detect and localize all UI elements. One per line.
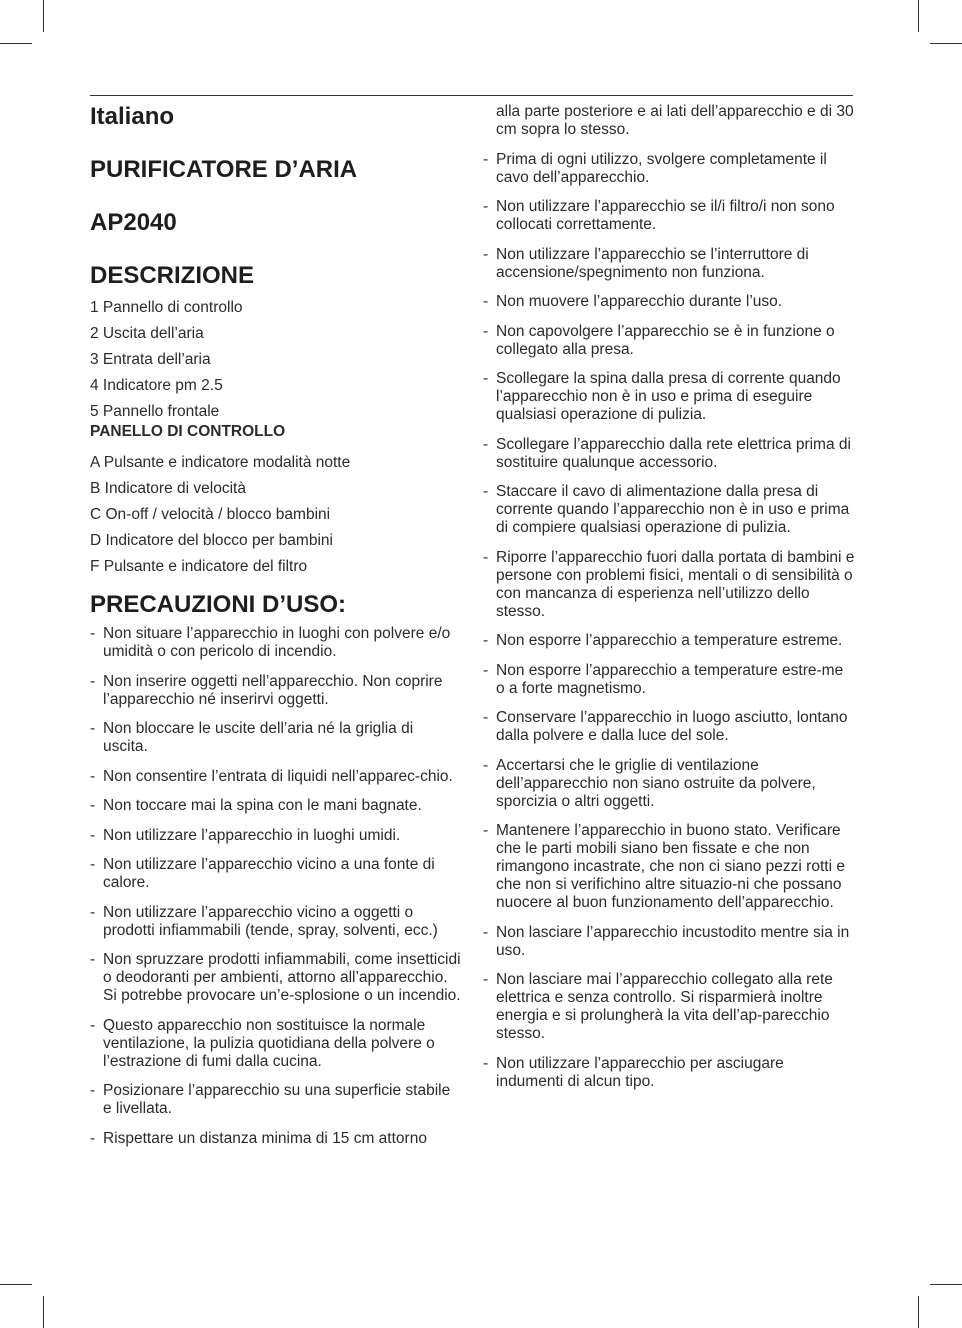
crop-mark	[930, 43, 962, 44]
precaution-item: - Non utilizzare l’apparecchio se il/i filtro/i non sono collocati correttamente.	[483, 198, 835, 233]
description-item: 5 Pannello frontale	[90, 402, 220, 420]
model-number: AP2040	[90, 209, 177, 236]
precaution-item: - Rispettare un distanza minima di 15 cm attorno	[90, 1129, 427, 1147]
control-panel-item: B Indicatore di velocità	[90, 480, 246, 498]
precaution-item: - Questo apparecchio non sostituisce la normale ventilazione, la pulizia quotidiana della polvere o l’estrazione di fumi dalla cucina.	[90, 1016, 435, 1070]
control-panel-item: F Pulsante e indicatore del filtro	[90, 558, 308, 576]
crop-mark	[930, 1284, 962, 1285]
precaution-item: - Non spruzzare prodotti infiammabili, come insetticidi o deodoranti per ambienti, attorno all’apparecchio. Si potrebbe provocare un’e-splosione o un incendio.	[90, 951, 461, 1005]
control-panel-heading: PANELLO DI CONTROLLO	[90, 423, 286, 441]
precaution-item: - Non esporre l’apparecchio a temperature estreme.	[483, 632, 843, 649]
precaution-item: - Non utilizzare l’apparecchio per asciugare indumenti di alcun tipo.	[483, 1054, 784, 1090]
precaution-item: - Non consentire l’entrata di liquidi nell’apparec-chio.	[90, 767, 453, 785]
precautions-list-left	[90, 625, 462, 1148]
precaution-item: - Non lasciare l’apparecchio incustodito mentre sia in uso.	[483, 923, 850, 959]
crop-mark	[0, 1284, 32, 1285]
control-panel-item: C On-off / velocità / blocco bambini	[90, 506, 331, 524]
header-rule	[90, 95, 853, 96]
precautions-list-right	[483, 151, 855, 1091]
control-panel-item: D Indicatore del blocco per bambini	[90, 532, 333, 550]
precaution-item: - Posizionare l’apparecchio su una superficie stabile e livellata.	[90, 1082, 451, 1118]
crop-mark	[918, 0, 919, 32]
language-heading: Italiano	[90, 103, 175, 130]
product-title: PURIFICATORE D’ARIA	[90, 156, 358, 183]
precaution-item: - Non utilizzare l’apparecchio se l’interruttore di accensione/spegnimento non funziona.	[483, 245, 809, 281]
precaution-item: - Non utilizzare l’apparecchio in luoghi umidi.	[90, 826, 401, 844]
precaution-item: - Non utilizzare l’apparecchio vicino a oggetti o prodotti infiammabili (tende, spray, solventi, ecc.)	[90, 903, 438, 939]
precaution-item: - Scollegare l’apparecchio dalla rete elettrica prima di sostituire qualunque accessorio.	[483, 435, 851, 471]
precaution-item: - Non lasciare mai l’apparecchio collegato alla rete elettrica e senza controllo. Si risparmierà inoltre energia e si prolungherà la vita dell’ap-parecchio stesso.	[483, 971, 833, 1042]
precautions-heading: PRECAUZIONI D’USO:	[90, 591, 347, 619]
precaution-item: - Mantenere l’apparecchio in buono stato. Verificare che le parti mobili siano ben fissate e che non rimangono incastrate, che non ci siano pezzi rotti e che non si verifichino altre situazio-ni che possano nuocere al buon funzionamento dell’apparecchio.	[483, 822, 845, 911]
precaution-continuation: alla parte posteriore e ai lati dell’apparecchio e di 30 cm sopra lo stesso.	[496, 103, 854, 138]
crop-mark	[43, 1296, 44, 1328]
precaution-item: - Riporre l’apparecchio fuori dalla portata di bambini e persone con problemi fisici, mentali o di sensibilità o con mancanza di esperienza nell’utilizzo dello stesso.	[483, 548, 855, 620]
description-item: 1 Pannello di controllo	[90, 299, 243, 316]
precaution-item: - Non esporre l’apparecchio a temperature estre-me o a forte magnetismo.	[483, 661, 844, 697]
precaution-item: - Conservare l’apparecchio in luogo asciutto, lontano dalla polvere e dalla luce del sole.	[483, 709, 848, 744]
precaution-item: - Non bloccare le uscite dell’aria né la griglia di uscita.	[90, 720, 414, 756]
precaution-item: - Non muovere l’apparecchio durante l’uso.	[483, 293, 783, 310]
precaution-item: - Staccare il cavo di alimentazione dalla presa di corrente quando l’apparecchio non è in uso e prima di compiere qualsiasi operazione di pulizia.	[483, 483, 850, 536]
description-heading: DESCRIZIONE	[90, 262, 255, 289]
precaution-item: - Scollegare la spina dalla presa di corrente quando l’apparecchio non è in uso e prima di eseguire qualsiasi operazione di pulizia.	[483, 370, 841, 423]
precaution-item: - Non utilizzare l’apparecchio vicino a una fonte di calore.	[90, 856, 435, 892]
description-item: 2 Uscita dell’aria	[90, 324, 204, 342]
control-panel-list	[90, 454, 462, 576]
right-column	[483, 103, 855, 1102]
precaution-item: - Non capovolgere l’apparecchio se è in funzione o collegato alla presa.	[483, 322, 835, 358]
precaution-item: - Non inserire oggetti nell’apparecchio. Non coprire l’apparecchio né inserirvi oggetti.	[90, 672, 443, 708]
description-item: 3 Entrata dell’aria	[90, 350, 211, 368]
precaution-item: - Non toccare mai la spina con le mani bagnate.	[90, 797, 422, 815]
precaution-item: - Non situare l’apparecchio in luoghi con polvere e/o umidità o con pericolo di incendio.	[90, 625, 451, 661]
precaution-item: - Accertarsi che le griglie di ventilazione dell’apparecchio non siano ostruite da polvere, sporcizia o altri oggetti.	[483, 756, 816, 810]
crop-mark	[43, 0, 44, 32]
crop-mark	[0, 43, 32, 44]
left-column	[90, 100, 462, 1159]
crop-mark	[918, 1296, 919, 1328]
description-list	[90, 299, 462, 421]
control-panel-item: A Pulsante e indicatore modalità notte	[90, 454, 351, 472]
description-item: 4 Indicatore pm 2.5	[90, 376, 223, 394]
precaution-item: - Prima di ogni utilizzo, svolgere completamente il cavo dell’apparecchio.	[483, 150, 827, 186]
